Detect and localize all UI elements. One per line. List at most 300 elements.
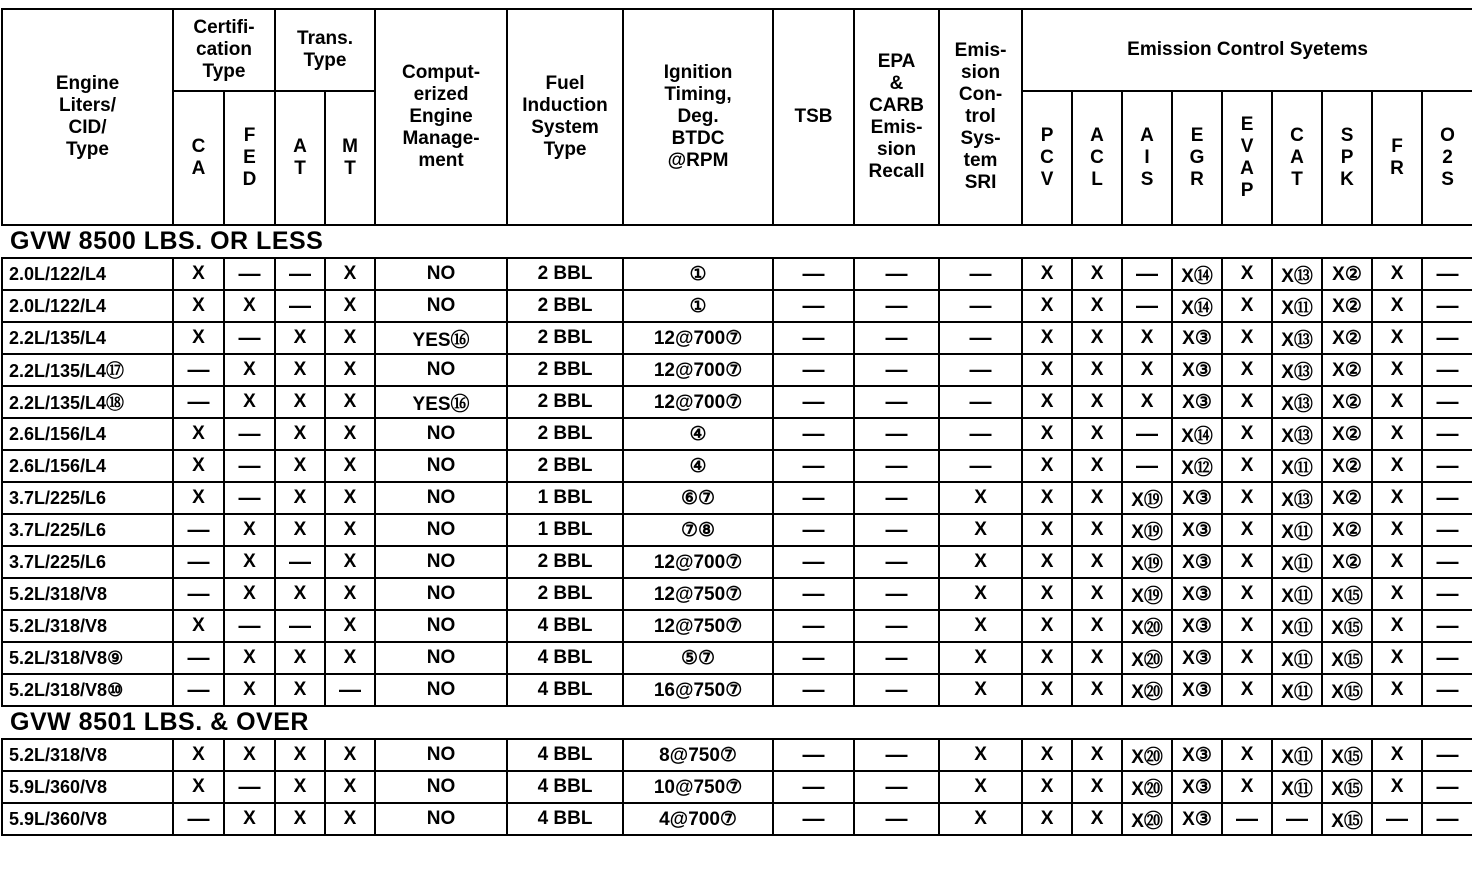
- engine-cell: 2.0L/122/L4: [2, 258, 173, 290]
- table-cell: X: [1072, 322, 1122, 354]
- table-cell: —: [1422, 450, 1472, 482]
- section-title: GVW 8501 LBS. & OVER: [2, 706, 1472, 739]
- table-cell: X: [173, 482, 224, 514]
- table-cell: X: [1372, 674, 1422, 706]
- table-cell: NO: [375, 578, 507, 610]
- table-cell: —: [275, 290, 325, 322]
- table-cell: X: [1372, 739, 1422, 771]
- table-cell: —: [773, 482, 854, 514]
- table-cell: 1 BBL: [507, 482, 623, 514]
- table-cell: X: [325, 450, 375, 482]
- table-cell: —: [1422, 514, 1472, 546]
- table-cell: X: [1072, 514, 1122, 546]
- table-cell: 12@700⑦: [623, 354, 773, 386]
- section-header-row: [2, 706, 1472, 739]
- table-cell: NO: [375, 610, 507, 642]
- table-cell: X: [1072, 450, 1122, 482]
- table-cell: —: [1222, 803, 1272, 835]
- table-cell: X: [325, 610, 375, 642]
- table-cell: X⑳: [1122, 771, 1172, 803]
- section-title: GVW 8500 LBS. OR LESS: [2, 225, 1472, 258]
- engine-cell: 5.2L/318/V8: [2, 578, 173, 610]
- table-row: [2, 674, 1472, 706]
- table-cell: —: [939, 450, 1022, 482]
- table-cell: 12@700⑦: [623, 386, 773, 418]
- table-cell: 2 BBL: [507, 322, 623, 354]
- table-cell: ⑦⑧: [623, 514, 773, 546]
- table-cell: —: [939, 322, 1022, 354]
- table-cell: X⑮: [1322, 803, 1372, 835]
- table-body: [2, 225, 1472, 835]
- header-epa-carb-recall: EPA & CARB Emis- sion Recall: [854, 9, 939, 225]
- table-cell: X③: [1172, 771, 1222, 803]
- engine-cell: 5.2L/318/V8⑨: [2, 642, 173, 674]
- table-cell: X②: [1322, 258, 1372, 290]
- table-cell: X②: [1322, 386, 1372, 418]
- table-cell: X: [1222, 386, 1272, 418]
- table-cell: X: [1122, 322, 1172, 354]
- table-cell: —: [275, 258, 325, 290]
- table-cell: X: [1122, 354, 1172, 386]
- table-cell: NO: [375, 771, 507, 803]
- table-row: [2, 514, 1472, 546]
- table-cell: X: [939, 482, 1022, 514]
- engine-cell: 5.9L/360/V8: [2, 771, 173, 803]
- table-cell: —: [1372, 803, 1422, 835]
- table-cell: X: [275, 642, 325, 674]
- table-row: [2, 771, 1472, 803]
- table-cell: X②: [1322, 354, 1372, 386]
- table-cell: X: [1372, 258, 1422, 290]
- table-cell: X: [1022, 803, 1072, 835]
- table-cell: —: [773, 418, 854, 450]
- header-ignition-timing: Ignition Timing, Deg. BTDC @RPM: [623, 9, 773, 225]
- table-cell: —: [1122, 450, 1172, 482]
- table-cell: X: [1022, 258, 1072, 290]
- table-cell: X: [325, 322, 375, 354]
- subheader-fed: F E D: [224, 91, 275, 225]
- table-cell: X: [1072, 610, 1122, 642]
- table-cell: X: [1022, 546, 1072, 578]
- table-cell: 2 BBL: [507, 578, 623, 610]
- table-cell: X⑪: [1272, 578, 1322, 610]
- table-cell: X③: [1172, 322, 1222, 354]
- table-cell: X: [275, 771, 325, 803]
- subheader-evap: E V A P: [1222, 91, 1272, 225]
- table-cell: —: [854, 450, 939, 482]
- table-cell: YES⑯: [375, 322, 507, 354]
- table-cell: —: [224, 418, 275, 450]
- table-cell: X: [1072, 739, 1122, 771]
- subheader-at: A T: [275, 91, 325, 225]
- table-cell: —: [224, 610, 275, 642]
- engine-cell: 2.6L/156/L4: [2, 418, 173, 450]
- table-cell: X: [1022, 514, 1072, 546]
- table-cell: X: [1022, 642, 1072, 674]
- table-cell: X⑪: [1272, 290, 1322, 322]
- table-cell: X: [1072, 546, 1122, 578]
- table-cell: X: [173, 322, 224, 354]
- table-cell: X⑲: [1122, 482, 1172, 514]
- table-cell: X⑪: [1272, 642, 1322, 674]
- table-cell: 2 BBL: [507, 290, 623, 322]
- table-cell: X⑪: [1272, 739, 1322, 771]
- table-cell: —: [773, 354, 854, 386]
- table-cell: X: [325, 771, 375, 803]
- table-cell: X: [275, 386, 325, 418]
- subheader-ca: C A: [173, 91, 224, 225]
- table-cell: X: [173, 290, 224, 322]
- table-cell: X③: [1172, 578, 1222, 610]
- subheader-acl: A C L: [1072, 91, 1122, 225]
- table-cell: —: [854, 258, 939, 290]
- table-cell: ④: [623, 450, 773, 482]
- table-cell: X⑪: [1272, 610, 1322, 642]
- table-cell: X③: [1172, 482, 1222, 514]
- table-cell: X: [1022, 354, 1072, 386]
- table-cell: X⑫: [1172, 450, 1222, 482]
- table-cell: 10@750⑦: [623, 771, 773, 803]
- engine-cell: 2.6L/156/L4: [2, 450, 173, 482]
- table-cell: —: [1422, 322, 1472, 354]
- table-cell: —: [854, 418, 939, 450]
- table-cell: —: [1122, 290, 1172, 322]
- table-cell: X⑪: [1272, 674, 1322, 706]
- table-cell: X: [1072, 803, 1122, 835]
- table-cell: —: [854, 322, 939, 354]
- table-cell: X: [224, 674, 275, 706]
- engine-cell: 5.2L/318/V8: [2, 739, 173, 771]
- table-cell: X: [224, 514, 275, 546]
- table-cell: X②: [1322, 418, 1372, 450]
- table-cell: X: [1372, 450, 1422, 482]
- table-cell: X: [1372, 290, 1422, 322]
- table-cell: X③: [1172, 739, 1222, 771]
- table-cell: —: [773, 771, 854, 803]
- table-cell: X⑳: [1122, 610, 1172, 642]
- table-cell: X⑲: [1122, 514, 1172, 546]
- table-cell: NO: [375, 803, 507, 835]
- table-cell: —: [854, 610, 939, 642]
- table-cell: X: [1222, 354, 1272, 386]
- table-cell: NO: [375, 642, 507, 674]
- table-cell: X: [1372, 771, 1422, 803]
- table-cell: X⑳: [1122, 674, 1172, 706]
- table-cell: X: [1022, 386, 1072, 418]
- table-cell: X: [325, 482, 375, 514]
- header-tsb: TSB: [773, 9, 854, 225]
- table-cell: X: [224, 739, 275, 771]
- table-cell: —: [773, 803, 854, 835]
- table-cell: X: [224, 386, 275, 418]
- table-cell: X⑪: [1272, 450, 1322, 482]
- table-cell: NO: [375, 354, 507, 386]
- table-row: [2, 610, 1472, 642]
- subheader-fr: F R: [1372, 91, 1422, 225]
- table-cell: X: [1222, 674, 1272, 706]
- table-cell: —: [224, 771, 275, 803]
- table-cell: —: [224, 482, 275, 514]
- table-cell: 1 BBL: [507, 514, 623, 546]
- subheader-ais: A I S: [1122, 91, 1172, 225]
- table-cell: X: [1072, 418, 1122, 450]
- table-cell: 2 BBL: [507, 386, 623, 418]
- table-cell: X: [939, 771, 1022, 803]
- table-cell: X: [224, 642, 275, 674]
- table-cell: —: [854, 674, 939, 706]
- table-row: [2, 322, 1472, 354]
- table-cell: 4 BBL: [507, 642, 623, 674]
- table-cell: —: [1422, 258, 1472, 290]
- table-cell: 4 BBL: [507, 610, 623, 642]
- table-cell: ⑥⑦: [623, 482, 773, 514]
- table-cell: —: [854, 386, 939, 418]
- table-cell: 12@700⑦: [623, 322, 773, 354]
- table-row: [2, 258, 1472, 290]
- table-cell: —: [1422, 739, 1472, 771]
- table-cell: 12@750⑦: [623, 610, 773, 642]
- table-cell: X: [1372, 386, 1422, 418]
- table-cell: X②: [1322, 546, 1372, 578]
- engine-cell: 3.7L/225/L6: [2, 482, 173, 514]
- table-cell: —: [854, 803, 939, 835]
- table-cell: X⑳: [1122, 642, 1172, 674]
- table-cell: X⑬: [1272, 386, 1322, 418]
- table-cell: X: [224, 290, 275, 322]
- table-cell: X⑪: [1272, 514, 1322, 546]
- table-row: [2, 450, 1472, 482]
- table-cell: 2 BBL: [507, 418, 623, 450]
- table-cell: —: [854, 354, 939, 386]
- table-cell: X: [224, 803, 275, 835]
- table-cell: X⑪: [1272, 771, 1322, 803]
- table-cell: X⑳: [1122, 739, 1172, 771]
- table-cell: X: [173, 258, 224, 290]
- table-row: [2, 418, 1472, 450]
- table-cell: X: [1372, 354, 1422, 386]
- header-emission-control-sri: Emis- sion Con- trol Sys- tem SRI: [939, 9, 1022, 225]
- table-cell: —: [1422, 386, 1472, 418]
- table-cell: X: [1222, 578, 1272, 610]
- table-cell: X: [173, 739, 224, 771]
- table-cell: —: [773, 674, 854, 706]
- table-cell: X⑭: [1172, 290, 1222, 322]
- table-cell: X③: [1172, 803, 1222, 835]
- table-cell: X: [1072, 354, 1122, 386]
- table-cell: YES⑯: [375, 386, 507, 418]
- table-cell: —: [854, 771, 939, 803]
- header-trans-type: Trans. Type: [275, 9, 375, 91]
- table-cell: —: [173, 578, 224, 610]
- table-cell: —: [939, 354, 1022, 386]
- table-cell: X: [325, 514, 375, 546]
- table-cell: NO: [375, 290, 507, 322]
- table-cell: 4 BBL: [507, 739, 623, 771]
- table-cell: X⑪: [1272, 546, 1322, 578]
- table-cell: X: [1072, 771, 1122, 803]
- table-cell: X: [939, 642, 1022, 674]
- table-cell: X: [325, 386, 375, 418]
- table-cell: —: [1422, 354, 1472, 386]
- table-cell: X: [1022, 290, 1072, 322]
- table-cell: X②: [1322, 450, 1372, 482]
- table-cell: NO: [375, 418, 507, 450]
- table-cell: X③: [1172, 642, 1222, 674]
- table-cell: X: [325, 418, 375, 450]
- section-header-row: [2, 225, 1472, 258]
- table-cell: —: [173, 642, 224, 674]
- table-row: [2, 546, 1472, 578]
- table-cell: —: [1422, 803, 1472, 835]
- table-cell: NO: [375, 546, 507, 578]
- table-cell: X②: [1322, 482, 1372, 514]
- table-cell: X: [1222, 546, 1272, 578]
- table-cell: —: [939, 258, 1022, 290]
- table-cell: X: [173, 450, 224, 482]
- table-cell: —: [773, 546, 854, 578]
- table-cell: 16@750⑦: [623, 674, 773, 706]
- table-cell: NO: [375, 258, 507, 290]
- table-cell: X: [1372, 578, 1422, 610]
- table-cell: X: [325, 739, 375, 771]
- table-cell: —: [854, 578, 939, 610]
- table-cell: —: [1422, 290, 1472, 322]
- table-cell: —: [773, 258, 854, 290]
- table-cell: X: [275, 418, 325, 450]
- table-cell: —: [773, 739, 854, 771]
- table-cell: —: [224, 258, 275, 290]
- table-cell: X③: [1172, 674, 1222, 706]
- table-cell: ①: [623, 258, 773, 290]
- table-cell: X: [1222, 642, 1272, 674]
- table-cell: X: [1222, 322, 1272, 354]
- table-cell: X⑭: [1172, 418, 1222, 450]
- table-cell: X: [275, 803, 325, 835]
- table-cell: X: [1372, 322, 1422, 354]
- table-cell: ①: [623, 290, 773, 322]
- table-cell: X⑲: [1122, 578, 1172, 610]
- table-cell: X⑬: [1272, 258, 1322, 290]
- table-cell: X②: [1322, 322, 1372, 354]
- engine-cell: 5.2L/318/V8: [2, 610, 173, 642]
- table-cell: —: [773, 450, 854, 482]
- table-cell: X: [1222, 610, 1272, 642]
- engine-cell: 2.0L/122/L4: [2, 290, 173, 322]
- table-cell: —: [1422, 610, 1472, 642]
- table-cell: X②: [1322, 290, 1372, 322]
- table-cell: X⑮: [1322, 771, 1372, 803]
- table-cell: X: [325, 290, 375, 322]
- table-cell: —: [939, 418, 1022, 450]
- table-row: [2, 386, 1472, 418]
- table-row: [2, 739, 1472, 771]
- table-cell: X⑮: [1322, 578, 1372, 610]
- table-row: [2, 803, 1472, 835]
- table-cell: X: [325, 546, 375, 578]
- subheader-pcv: P C V: [1022, 91, 1072, 225]
- table-cell: —: [1422, 642, 1472, 674]
- table-cell: X⑭: [1172, 258, 1222, 290]
- header-certification-type: Certifi- cation Type: [173, 9, 275, 91]
- table-cell: —: [1422, 674, 1472, 706]
- table-cell: —: [773, 642, 854, 674]
- table-cell: 2 BBL: [507, 450, 623, 482]
- table-cell: X: [325, 578, 375, 610]
- emission-spec-table: [1, 8, 1472, 836]
- table-cell: X⑮: [1322, 674, 1372, 706]
- table-cell: X: [325, 258, 375, 290]
- table-cell: —: [173, 514, 224, 546]
- table-cell: 2 BBL: [507, 546, 623, 578]
- table-cell: X: [1222, 739, 1272, 771]
- table-cell: X⑬: [1272, 322, 1322, 354]
- table-cell: —: [1422, 482, 1472, 514]
- table-cell: —: [773, 514, 854, 546]
- table-cell: X: [1372, 482, 1422, 514]
- table-cell: —: [854, 546, 939, 578]
- table-cell: NO: [375, 450, 507, 482]
- table-cell: NO: [375, 514, 507, 546]
- table-cell: X: [1022, 482, 1072, 514]
- table-cell: X: [275, 674, 325, 706]
- header-computerized-engine-management: Comput- erized Engine Manage- ment: [375, 9, 507, 225]
- table-cell: X: [1372, 418, 1422, 450]
- table-cell: X: [939, 610, 1022, 642]
- table-cell: X: [224, 354, 275, 386]
- table-row: [2, 482, 1472, 514]
- table-cell: X: [275, 322, 325, 354]
- table-cell: X: [275, 578, 325, 610]
- table-cell: —: [325, 674, 375, 706]
- subheader-cat: C A T: [1272, 91, 1322, 225]
- table-cell: —: [1422, 418, 1472, 450]
- table-cell: 4 BBL: [507, 674, 623, 706]
- table-cell: X: [1072, 386, 1122, 418]
- table-cell: X⑳: [1122, 803, 1172, 835]
- table-cell: X⑲: [1122, 546, 1172, 578]
- table-cell: X: [1222, 258, 1272, 290]
- table-cell: —: [275, 546, 325, 578]
- table-cell: X: [1372, 514, 1422, 546]
- table-cell: —: [1422, 771, 1472, 803]
- table-cell: —: [854, 290, 939, 322]
- table-cell: —: [773, 386, 854, 418]
- table-cell: 4 BBL: [507, 771, 623, 803]
- table-cell: X③: [1172, 514, 1222, 546]
- table-cell: —: [854, 514, 939, 546]
- table-cell: X: [1372, 610, 1422, 642]
- table-cell: —: [773, 322, 854, 354]
- header-fuel-induction: Fuel Induction System Type: [507, 9, 623, 225]
- table-cell: X: [325, 354, 375, 386]
- table-cell: X: [1222, 290, 1272, 322]
- table-cell: X⑮: [1322, 610, 1372, 642]
- table-cell: X: [1022, 610, 1072, 642]
- table-cell: —: [773, 610, 854, 642]
- table-cell: —: [854, 482, 939, 514]
- table-cell: X: [939, 803, 1022, 835]
- table-cell: X: [1222, 514, 1272, 546]
- engine-cell: 5.9L/360/V8: [2, 803, 173, 835]
- table-cell: NO: [375, 482, 507, 514]
- table-cell: X: [224, 546, 275, 578]
- table-cell: X: [1022, 418, 1072, 450]
- engine-cell: 3.7L/225/L6: [2, 514, 173, 546]
- table-cell: X: [1072, 482, 1122, 514]
- table-cell: —: [939, 290, 1022, 322]
- table-cell: 4 BBL: [507, 803, 623, 835]
- table-cell: X⑬: [1272, 354, 1322, 386]
